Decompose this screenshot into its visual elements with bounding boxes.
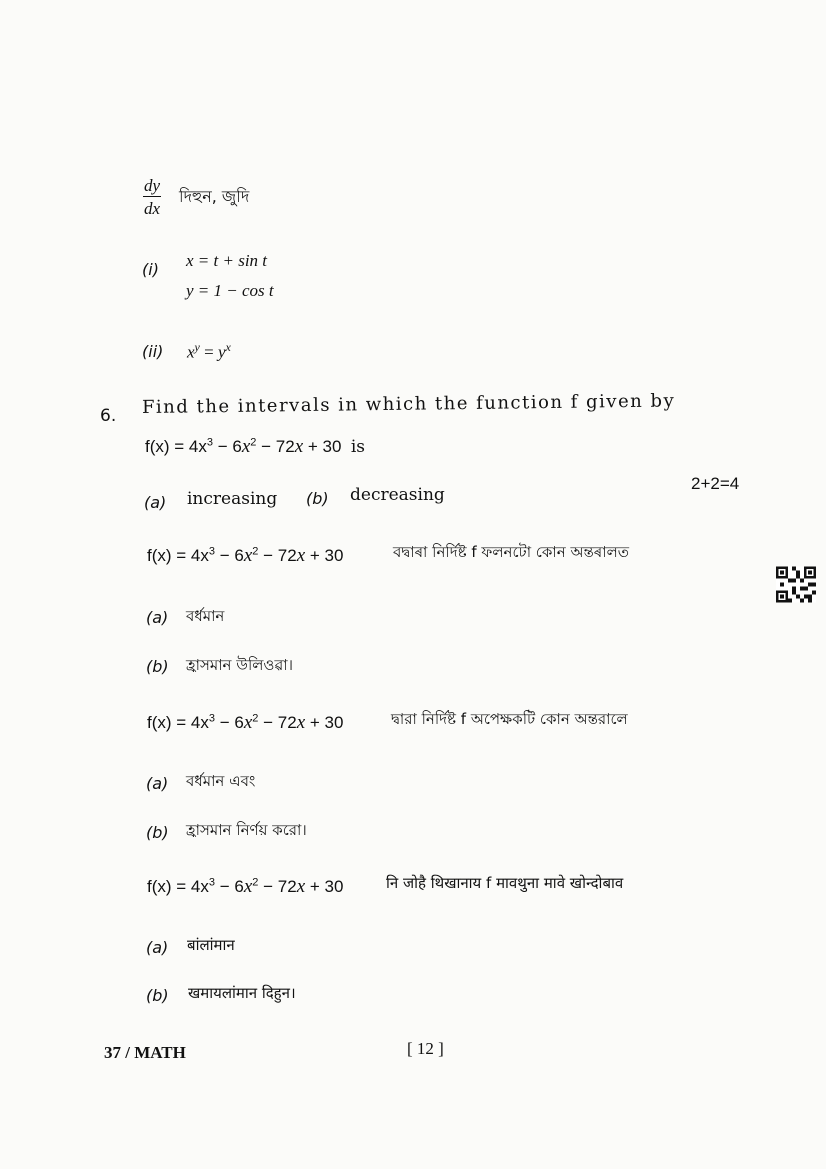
q6-asm-line: বদ্বাৰা নিৰ্দিষ্ট f ফলনটো কোন অন্তৰালত <box>393 543 630 561</box>
q6-bodo-b-label: (b) <box>146 986 169 1005</box>
q5-part-ii-expr <box>187 340 231 363</box>
q5-part-i-label: (i) <box>142 260 159 279</box>
q6-en-a-label: (a) <box>144 493 167 512</box>
fx-prefix: f(x) = 4x <box>147 713 209 732</box>
q6-en-b-text: decreasing <box>350 485 445 505</box>
fx-prefix: f(x) = 4x <box>147 546 209 565</box>
q6-bodo-line: नि जोहै थिखानाय f मावथुना मावे खोन्दोबाव <box>386 874 624 892</box>
q6-asm-b-label: (b) <box>146 657 169 676</box>
q6-asm-function: $f(x) = 4x^3 - 6x^2 - 72x + 30$ <box>147 545 344 566</box>
q6-bodo-a-text: बांलांमान <box>187 936 235 954</box>
q6-asm-a-label: (a) <box>146 608 169 627</box>
expr-base-2: y <box>217 342 226 362</box>
expr-equals: = <box>199 342 218 362</box>
q6-asm-b-text: হ্ৰাসমান উলিওৱা। <box>186 656 293 674</box>
q6-ben-a-text: বর্ধমান এবং <box>186 772 256 790</box>
fx-prefix: f(x) = 4x <box>147 877 209 896</box>
q6-number: 6. <box>100 406 117 426</box>
qr-code-icon <box>776 566 816 603</box>
dy-dx-fraction <box>143 177 161 217</box>
q6-ben-b-label: (b) <box>146 823 169 842</box>
q6-en-b-label: (b) <box>306 489 329 508</box>
footer-paper-code: 37 / MATH <box>104 1043 186 1062</box>
footer-page-number: [ 12 ] <box>407 1039 444 1058</box>
expr-sup-2: x <box>225 340 231 354</box>
q6-ben-function: $f(x) = 4x^3 - 6x^2 - 72x + 30$ <box>147 712 344 733</box>
q6-bodo-function: $f(x) = 4x^3 - 6x^2 - 72x + 30$ <box>147 876 344 897</box>
fx-prefix: f(x) = 4x <box>145 437 207 456</box>
q6-marks: 2+2=4 <box>691 474 740 493</box>
q6-bodo-b-text: खमायलांमान दिहुन। <box>188 984 296 1002</box>
q6-ben-b-text: হ্রাসমান নির্ণয় করো। <box>186 821 307 839</box>
q5-part-i-line2: y = 1 − cos t <box>186 281 274 300</box>
q6-asm-a-text: বৰ্ধমান <box>186 607 225 625</box>
q5-instruction: দিহুন, জুদি <box>179 187 250 206</box>
q6-ben-a-label: (a) <box>146 774 169 793</box>
q6-function: $f(x) = 4x^3 - 6x^2 - 72x + 30$ is <box>145 436 366 457</box>
expr-sup-1: y <box>194 340 200 354</box>
q5-part-i-line1: x = t + sin t <box>186 251 268 270</box>
q6-bodo-a-label: (a) <box>146 938 169 957</box>
fraction-numerator: dy <box>144 176 161 195</box>
q6-question-line1: Find the intervals in which the function f given by <box>141 390 676 418</box>
fx-is: is <box>350 437 366 457</box>
expr-base-1: x <box>187 342 195 362</box>
q6-en-a-text: increasing <box>187 489 278 509</box>
q5-part-ii-label: (ii) <box>142 342 164 361</box>
fraction-denominator: dx <box>144 199 161 218</box>
q6-ben-line: দ্বারা নির্দিষ্ট f অপেক্ষকটি কোন অন্তরালে <box>391 710 628 728</box>
